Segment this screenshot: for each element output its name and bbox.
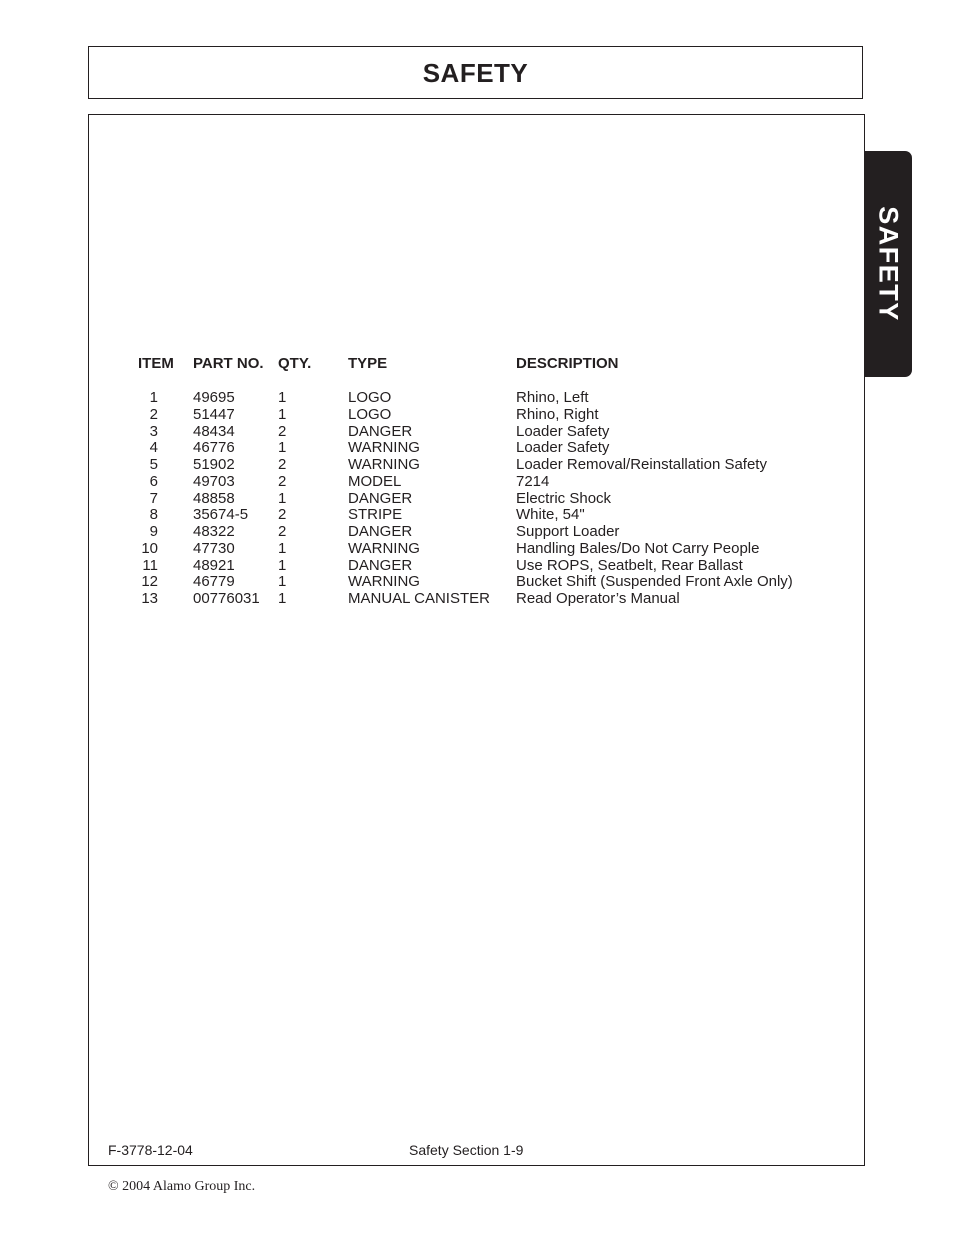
cell-qty: 1 xyxy=(278,590,287,607)
cell-part-no: 51447 xyxy=(193,405,235,423)
page-title: SAFETY xyxy=(422,58,529,88)
cell-part-no: 49695 xyxy=(193,389,235,406)
cell-description: Loader Removal/Reinstallation Safety xyxy=(516,456,767,473)
cell-part-no: 35674-5 xyxy=(193,506,249,524)
cell-part-no: 51902 xyxy=(193,456,235,473)
cell-part-no: 47730 xyxy=(193,539,235,557)
cell-qty: 1 xyxy=(278,556,287,574)
cell-part-no: 46776 xyxy=(193,439,235,457)
cell-description: Handling Bales/Do Not Carry People xyxy=(516,539,760,557)
section-tab-label: SAFETY xyxy=(873,206,904,322)
copyright-notice: © 2004 Alamo Group Inc. xyxy=(108,1179,256,1194)
cell-qty: 1 xyxy=(278,573,287,591)
cell-part-no: 48434 xyxy=(193,422,235,440)
cell-description: White, 54" xyxy=(516,506,585,524)
cell-item: 10 xyxy=(141,539,158,557)
cell-item: 2 xyxy=(149,405,158,423)
cell-type: WARNING xyxy=(348,539,420,557)
section-page-number: Safety Section 1-9 xyxy=(409,1142,524,1158)
cell-qty: 2 xyxy=(278,456,287,473)
cell-qty: 1 xyxy=(278,405,287,423)
cell-item: 7 xyxy=(149,489,158,507)
cell-description: Loader Safety xyxy=(516,422,610,440)
cell-qty: 2 xyxy=(278,523,287,540)
cell-type: WARNING xyxy=(348,573,420,591)
cell-qty: 2 xyxy=(278,472,287,490)
cell-type: DANGER xyxy=(348,556,413,574)
cell-qty: 2 xyxy=(278,506,287,524)
cell-item: 1 xyxy=(149,389,158,406)
cell-item: 6 xyxy=(149,472,158,490)
column-header-item: ITEM xyxy=(138,355,174,372)
cell-part-no: 48921 xyxy=(193,556,235,574)
cell-description: Rhino, Left xyxy=(516,389,589,406)
cell-description: Read Operator’s Manual xyxy=(516,590,680,607)
cell-part-no: 48322 xyxy=(193,523,235,540)
cell-item: 11 xyxy=(142,556,158,574)
column-header-type: TYPE xyxy=(348,355,388,372)
cell-type: LOGO xyxy=(348,405,392,423)
cell-type: MODEL xyxy=(348,472,402,490)
cell-type: STRIPE xyxy=(348,506,403,524)
cell-type: DANGER xyxy=(348,422,413,440)
column-header-qty: QTY. xyxy=(278,355,312,372)
cell-qty: 2 xyxy=(278,422,287,440)
cell-description: Bucket Shift (Suspended Front Axle Only) xyxy=(516,573,793,591)
cell-item: 9 xyxy=(149,523,158,540)
cell-description: Electric Shock xyxy=(516,489,612,507)
cell-type: MANUAL CANISTER xyxy=(348,590,490,607)
column-header-description: DESCRIPTION xyxy=(516,355,619,372)
cell-type: DANGER xyxy=(348,523,413,540)
cell-part-no: 49703 xyxy=(193,472,235,490)
cell-item: 4 xyxy=(149,439,158,457)
cell-item: 13 xyxy=(141,590,158,607)
cell-qty: 1 xyxy=(278,389,287,406)
cell-qty: 1 xyxy=(278,439,287,457)
column-header-part-no: PART NO. xyxy=(193,355,264,372)
cell-part-no: 00776031 xyxy=(193,590,260,607)
cell-part-no: 48858 xyxy=(193,489,235,507)
cell-part-no: 46779 xyxy=(193,573,235,591)
cell-description: Loader Safety xyxy=(516,439,610,457)
cell-item: 3 xyxy=(149,422,158,440)
cell-type: WARNING xyxy=(348,439,420,457)
cell-description: 7214 xyxy=(516,472,550,490)
cell-qty: 1 xyxy=(278,489,287,507)
cell-item: 5 xyxy=(149,456,158,473)
cell-item: 8 xyxy=(149,506,158,524)
cell-description: Support Loader xyxy=(516,523,620,540)
cell-item: 12 xyxy=(141,573,158,591)
cell-description: Rhino, Right xyxy=(516,405,599,423)
cell-type: WARNING xyxy=(348,456,420,473)
document-number: F-3778-12-04 xyxy=(108,1142,193,1158)
cell-description: Use ROPS, Seatbelt, Rear Ballast xyxy=(516,556,743,574)
cell-type: DANGER xyxy=(348,489,413,507)
cell-qty: 1 xyxy=(278,539,287,557)
cell-type: LOGO xyxy=(348,389,392,406)
